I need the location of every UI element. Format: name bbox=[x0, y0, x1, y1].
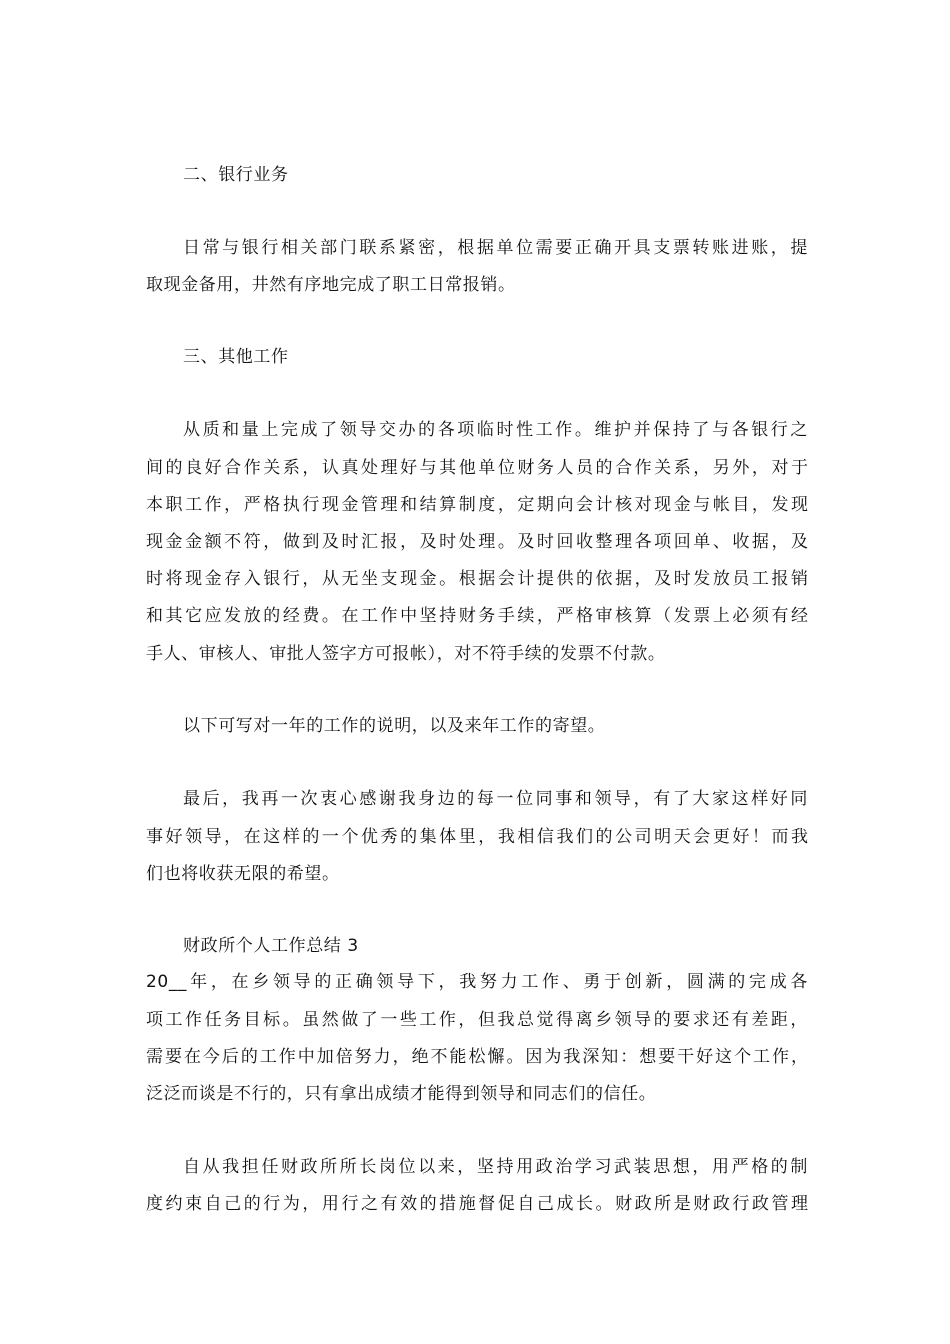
paragraph-line: 取现金备用，井然有序地完成了职工日常报销。 bbox=[146, 275, 516, 295]
paragraph-line: 需要在今后的工作中加倍努力，绝不能松懈。因为我深知：想要干好这个工作， bbox=[146, 1047, 808, 1067]
paragraph-line: 自从我担任财政所所长岗位以来，坚持用政治学习武装思想，用严格的制 bbox=[183, 1157, 808, 1177]
paragraph-line: 最后，我再一次衷心感谢我身边的每一位同事和领导，有了大家这样好同 bbox=[183, 789, 808, 809]
paragraph-line: 事好领导，在这样的一个优秀的集体里，我相信我们的公司明天会更好！而我 bbox=[146, 827, 808, 847]
paragraph-line: 日常与银行相关部门联系紧密，根据单位需要正确开具支票转账进账，提 bbox=[183, 238, 808, 258]
section-heading-other: 三、其他工作 bbox=[183, 347, 289, 367]
paragraph-line: 泛泛而谈是不行的，只有拿出成绩才能得到领导和同志们的信任。 bbox=[146, 1084, 657, 1104]
section-title-3: 财政所个人工作总结 3 bbox=[183, 936, 359, 956]
section-heading-bank: 二、银行业务 bbox=[183, 165, 289, 185]
paragraph-line: 度约束自己的行为，用行之有效的措施督促自己成长。财政所是财政行政管理 bbox=[146, 1194, 808, 1214]
paragraph-line: 时将现金存入银行，从无坐支现金。根据会计提供的依据，及时发放员工报销 bbox=[146, 569, 808, 589]
paragraph-line: 项工作任务目标。虽然做了一些工作，但我总觉得离乡领导的要求还有差距， bbox=[146, 1010, 808, 1030]
paragraph-line: 间的良好合作关系，认真处理好与其他单位财务人员的合作关系，另外，对于 bbox=[146, 458, 808, 478]
paragraph-line: 和其它应发放的经费。在工作中坚持财务手续，严格审核算（发票上必须有经 bbox=[146, 606, 808, 626]
paragraph-line: 现金金额不符，做到及时汇报，及时处理。及时回收整理各项回单、收据，及 bbox=[146, 532, 808, 552]
paragraph-note: 以下可写对一年的工作的说明，以及来年工作的寄望。 bbox=[183, 716, 606, 736]
paragraph-line: 从质和量上完成了领导交办的各项临时性工作。维护并保持了与各银行之 bbox=[183, 420, 808, 440]
paragraph-line: 们也将收获无限的希望。 bbox=[146, 864, 340, 884]
paragraph-line: 手人、审核人、审批人签字方可报帐），对不符手续的发票不付款。 bbox=[146, 644, 666, 664]
paragraph-line: 本职工作，严格执行现金管理和结算制度，定期向会计核对现金与帐目，发现 bbox=[146, 495, 808, 515]
paragraph-line: 20__年，在乡领导的正确领导下，我努力工作、勇于创新，圆满的完成各 bbox=[146, 972, 808, 992]
